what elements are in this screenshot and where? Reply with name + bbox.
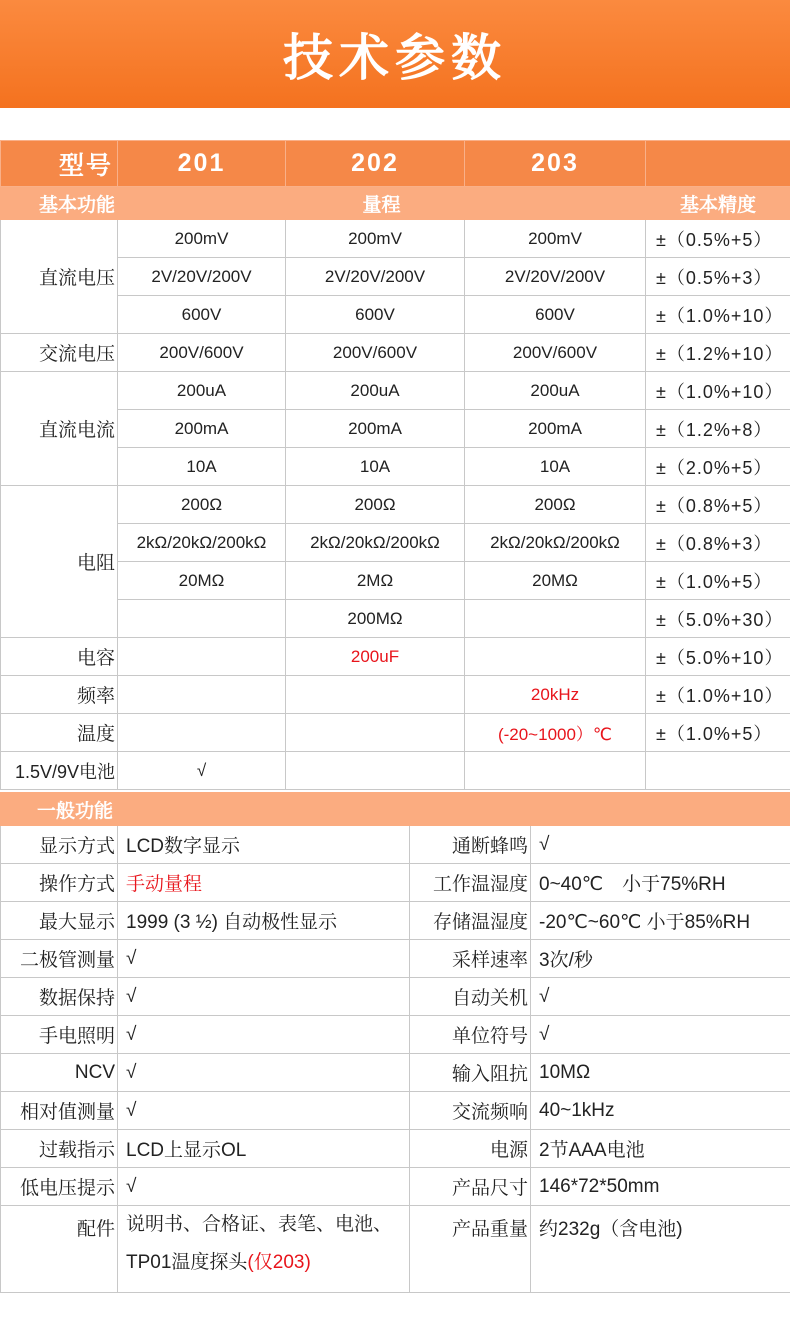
table-row	[1, 752, 790, 790]
label-cell: 最大显示	[1, 902, 118, 940]
label-cell: 自动关机	[410, 978, 531, 1016]
cell: 200Ω	[286, 486, 465, 524]
label-cell: 过载指示	[1, 1130, 118, 1168]
label-cell: 通断蜂鸣	[410, 826, 531, 864]
cell: 200uF	[286, 638, 465, 676]
table-row	[1, 486, 790, 524]
value-cell: -20℃~60℃ 小于85%RH	[531, 902, 790, 940]
cell: 200uA	[118, 372, 286, 410]
label-cell: 工作温湿度	[410, 864, 531, 902]
cell: 200mV	[118, 220, 286, 258]
row-label-cap: 电容	[1, 638, 118, 676]
value-cell: √	[118, 1168, 410, 1206]
accuracy-cell: ±（1.2%+10）	[646, 334, 790, 372]
cell: 2kΩ/20kΩ/200kΩ	[286, 524, 465, 562]
row-label-dcv: 直流电压	[1, 220, 118, 334]
value-cell: √	[118, 978, 410, 1016]
label-cell: 配件	[1, 1206, 118, 1293]
table-row	[1, 524, 790, 562]
label-cell: 显示方式	[1, 826, 118, 864]
accuracy-cell: ±（5.0%+10）	[646, 638, 790, 676]
cell	[118, 600, 286, 638]
table-row	[1, 638, 790, 676]
section-general-title: 一般功能	[1, 793, 790, 826]
table-row	[1, 978, 790, 1016]
label-cell: 手电照明	[1, 1016, 118, 1054]
label-cell: 存储温湿度	[410, 902, 531, 940]
accuracy-cell: ±（1.0%+5）	[646, 714, 790, 752]
accessories-line-1: 说明书、合格证、表笔、电池、	[126, 1214, 393, 1235]
spec-table	[0, 140, 790, 790]
cell: 600V	[465, 296, 646, 334]
cell: 200MΩ	[286, 600, 465, 638]
value-cell: √	[531, 826, 790, 864]
cell: 20MΩ	[465, 562, 646, 600]
section-accuracy: 基本精度	[646, 187, 790, 220]
title-banner	[0, 0, 790, 108]
cell: 2MΩ	[286, 562, 465, 600]
label-cell: 相对值测量	[1, 1092, 118, 1130]
table-row	[1, 296, 790, 334]
accuracy-cell: ±（0.5%+5）	[646, 220, 790, 258]
cell: 200uA	[286, 372, 465, 410]
cell: 10A	[286, 448, 465, 486]
value-cell: 约232g（含电池)	[531, 1206, 790, 1293]
table-row	[1, 676, 790, 714]
accuracy-cell: ±（5.0%+30）	[646, 600, 790, 638]
row-label-acv: 交流电压	[1, 334, 118, 372]
cell: √	[118, 752, 286, 790]
label-cell: NCV	[1, 1054, 118, 1092]
section-basic-function: 基本功能	[1, 187, 118, 220]
row-label-res: 电阻	[1, 486, 118, 638]
value-cell: √	[118, 940, 410, 978]
cell: 20kHz	[465, 676, 646, 714]
label-cell: 产品重量	[410, 1206, 531, 1293]
section-range: 量程	[118, 187, 646, 220]
table-row	[1, 826, 790, 864]
cell: 200V/600V	[118, 334, 286, 372]
model-row	[1, 141, 790, 187]
cell: 200V/600V	[286, 334, 465, 372]
cell	[286, 752, 465, 790]
table-row	[1, 372, 790, 410]
cell	[286, 676, 465, 714]
label-cell: 数据保持	[1, 978, 118, 1016]
value-cell: √	[531, 978, 790, 1016]
cell: 10A	[118, 448, 286, 486]
accuracy-cell: ±（2.0%+5）	[646, 448, 790, 486]
cell: 2kΩ/20kΩ/200kΩ	[465, 524, 646, 562]
model-label: 型号	[1, 141, 118, 187]
cell: 600V	[118, 296, 286, 334]
table-row	[1, 562, 790, 600]
cell: 200V/600V	[465, 334, 646, 372]
table-row	[1, 258, 790, 296]
accuracy-cell: ±（1.0%+10）	[646, 372, 790, 410]
label-cell: 交流频响	[410, 1092, 531, 1130]
cell	[465, 638, 646, 676]
table-row	[1, 1168, 790, 1206]
label-cell: 二极管测量	[1, 940, 118, 978]
table-row	[1, 714, 790, 752]
model-203: 203	[465, 141, 646, 187]
accessories-note: (仅203)	[247, 1252, 311, 1273]
value-cell: LCD数字显示	[118, 826, 410, 864]
cell: (-20~1000）℃	[465, 714, 646, 752]
table-row	[1, 940, 790, 978]
accuracy-cell: ±（1.0%+5）	[646, 562, 790, 600]
table-row	[1, 410, 790, 448]
value-cell: 40~1kHz	[531, 1092, 790, 1130]
cell: 600V	[286, 296, 465, 334]
label-cell: 产品尺寸	[410, 1168, 531, 1206]
cell: 20MΩ	[118, 562, 286, 600]
cell: 2V/20V/200V	[118, 258, 286, 296]
label-cell: 操作方式	[1, 864, 118, 902]
row-label-battery: 1.5V/9V电池	[1, 752, 118, 790]
value-cell: 3次/秒	[531, 940, 790, 978]
cell: 2V/20V/200V	[286, 258, 465, 296]
section-general	[1, 793, 790, 826]
cell: 10A	[465, 448, 646, 486]
table-row	[1, 1016, 790, 1054]
section-basic	[1, 187, 790, 220]
table-row	[1, 902, 790, 940]
value-cell: 0~40℃ 小于75%RH	[531, 864, 790, 902]
value-cell: 1999 (3 ½) 自动极性显示	[118, 902, 410, 940]
value-cell: 10MΩ	[531, 1054, 790, 1092]
cell: 200Ω	[465, 486, 646, 524]
cell: 200mA	[286, 410, 465, 448]
value-cell: 手动量程	[118, 864, 410, 902]
cell	[465, 600, 646, 638]
table-row	[1, 600, 790, 638]
cell	[646, 752, 790, 790]
table-row	[1, 220, 790, 258]
cell	[118, 676, 286, 714]
table-row	[1, 1130, 790, 1168]
cell: 200mA	[465, 410, 646, 448]
value-cell: LCD上显示OL	[118, 1130, 410, 1168]
row-label-freq: 频率	[1, 676, 118, 714]
value-cell: √	[118, 1092, 410, 1130]
cell: 200mA	[118, 410, 286, 448]
cell	[465, 752, 646, 790]
table-row	[1, 864, 790, 902]
label-cell: 采样速率	[410, 940, 531, 978]
cell: 2kΩ/20kΩ/200kΩ	[118, 524, 286, 562]
cell: 200uA	[465, 372, 646, 410]
label-cell: 输入阻抗	[410, 1054, 531, 1092]
value-cell: √	[118, 1054, 410, 1092]
cell: 200mV	[465, 220, 646, 258]
table-row	[1, 1054, 790, 1092]
cell: 200Ω	[118, 486, 286, 524]
page-title: 技术参数	[283, 29, 507, 87]
label-cell: 低电压提示	[1, 1168, 118, 1206]
value-cell: √	[118, 1016, 410, 1054]
label-cell: 电源	[410, 1130, 531, 1168]
cell	[118, 714, 286, 752]
value-cell: √	[531, 1016, 790, 1054]
table-row	[1, 1206, 790, 1293]
row-label-temp: 温度	[1, 714, 118, 752]
cell	[286, 714, 465, 752]
table-row	[1, 334, 790, 372]
value-cell: 146*72*50mm	[531, 1168, 790, 1206]
value-cell: 2节AAA电池	[531, 1130, 790, 1168]
model-empty	[646, 141, 790, 187]
cell: 200mV	[286, 220, 465, 258]
accuracy-cell: ±（1.2%+8）	[646, 410, 790, 448]
accuracy-cell: ±（0.8%+5）	[646, 486, 790, 524]
table-row	[1, 448, 790, 486]
accuracy-cell: ±（0.5%+3）	[646, 258, 790, 296]
row-label-dca: 直流电流	[1, 372, 118, 486]
accuracy-cell: ±（1.0%+10）	[646, 296, 790, 334]
accessories-line-2: TP01温度探头	[126, 1252, 248, 1273]
label-cell: 单位符号	[410, 1016, 531, 1054]
accessories-cell	[118, 1206, 410, 1293]
accuracy-cell: ±（1.0%+10）	[646, 676, 790, 714]
model-201: 201	[118, 141, 286, 187]
cell: 2V/20V/200V	[465, 258, 646, 296]
table-row	[1, 1092, 790, 1130]
general-table	[0, 792, 790, 1293]
model-202: 202	[286, 141, 465, 187]
accuracy-cell: ±（0.8%+3）	[646, 524, 790, 562]
cell	[118, 638, 286, 676]
